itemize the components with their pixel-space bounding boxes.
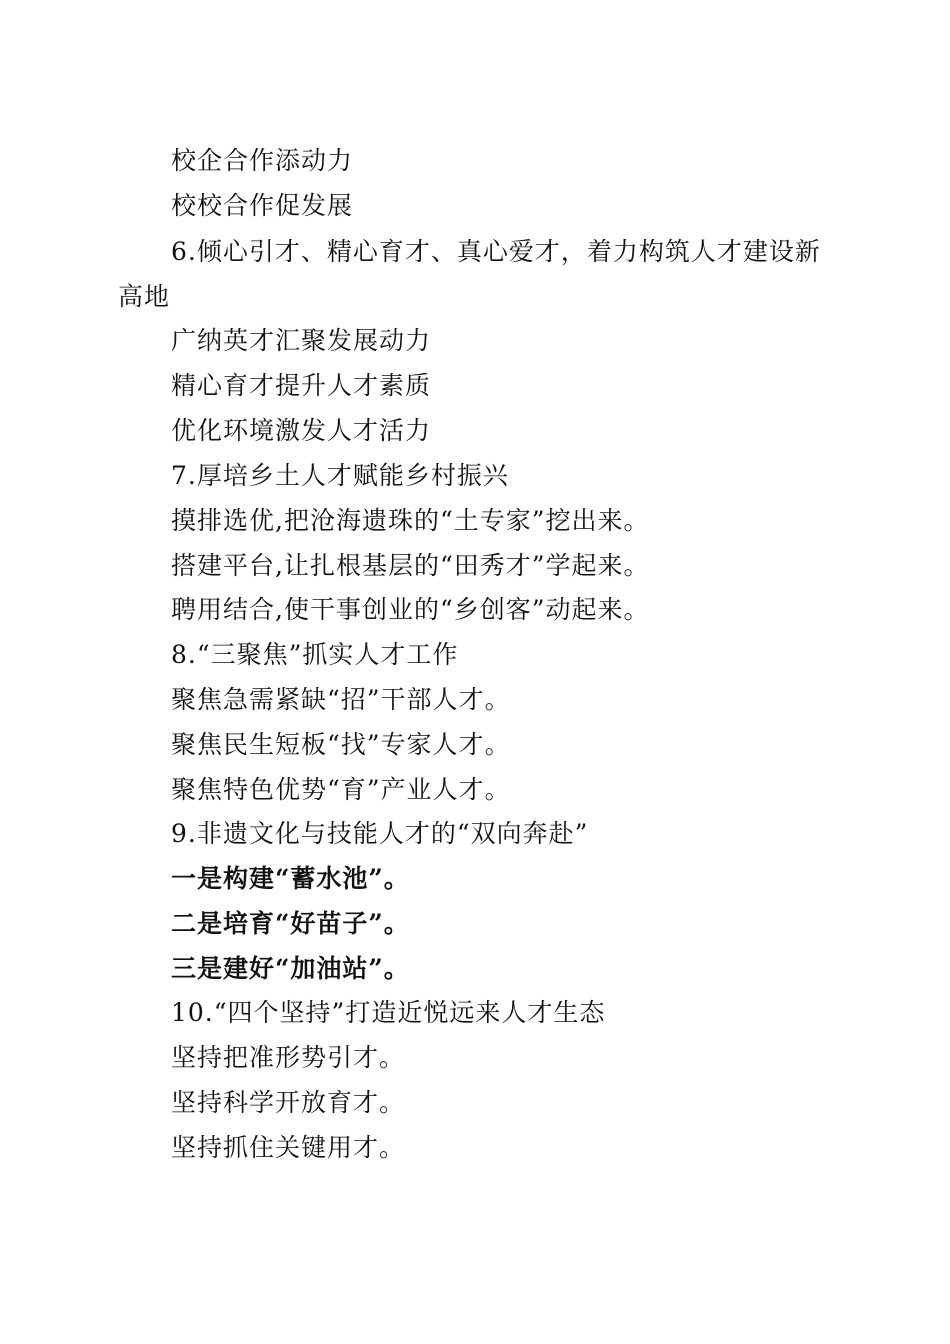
text-line: 摸排选优,把沧海遗珠的“土专家”挖出来。 xyxy=(171,506,650,535)
bold-text-line: 二是培育“好苗子”。 xyxy=(171,909,410,938)
text-line: 广纳英才汇聚发展动力 xyxy=(171,326,432,355)
text-line: 搭建平台,让扎根基层的“田秀才”学起来。 xyxy=(171,551,650,580)
text-line: 校校合作促发展 xyxy=(171,191,354,220)
text-line: 聚焦民生短板“找”专家人才。 xyxy=(171,730,511,759)
bold-text-line: 三是建好“加油站”。 xyxy=(171,954,410,983)
text-line: 精心育才提升人才素质 xyxy=(171,371,432,400)
text-line: 聘用结合,使干事创业的“乡创客”动起来。 xyxy=(171,595,650,624)
text-line: 聚焦特色优势“育”产业人才。 xyxy=(171,775,511,804)
text-line: 坚持抓住关键用才。 xyxy=(171,1133,406,1162)
section-heading: 9.非遗文化与技能人才的“双向奔赴” xyxy=(171,819,589,848)
bold-text-line: 一是构建“蓄水池”。 xyxy=(171,864,410,893)
text-line: 坚持科学开放育才。 xyxy=(171,1088,406,1117)
section-heading-continuation: 高地 xyxy=(118,282,171,311)
section-heading: 10.“四个坚持”打造近悦远来人才生态 xyxy=(171,998,606,1027)
section-heading: 6.倾心引才、精心育才、真心爱才，着力构筑人才建设新 xyxy=(171,237,821,266)
section-heading: 8.“三聚焦”抓实人才工作 xyxy=(171,640,459,669)
text-line: 坚持把准形势引才。 xyxy=(171,1043,406,1072)
section-heading: 7.厚培乡土人才赋能乡村振兴 xyxy=(171,461,509,490)
text-line: 校企合作添动力 xyxy=(171,146,354,175)
text-line: 优化环境激发人才活力 xyxy=(171,416,432,445)
text-line: 聚焦急需紧缺“招”干部人才。 xyxy=(171,685,511,714)
